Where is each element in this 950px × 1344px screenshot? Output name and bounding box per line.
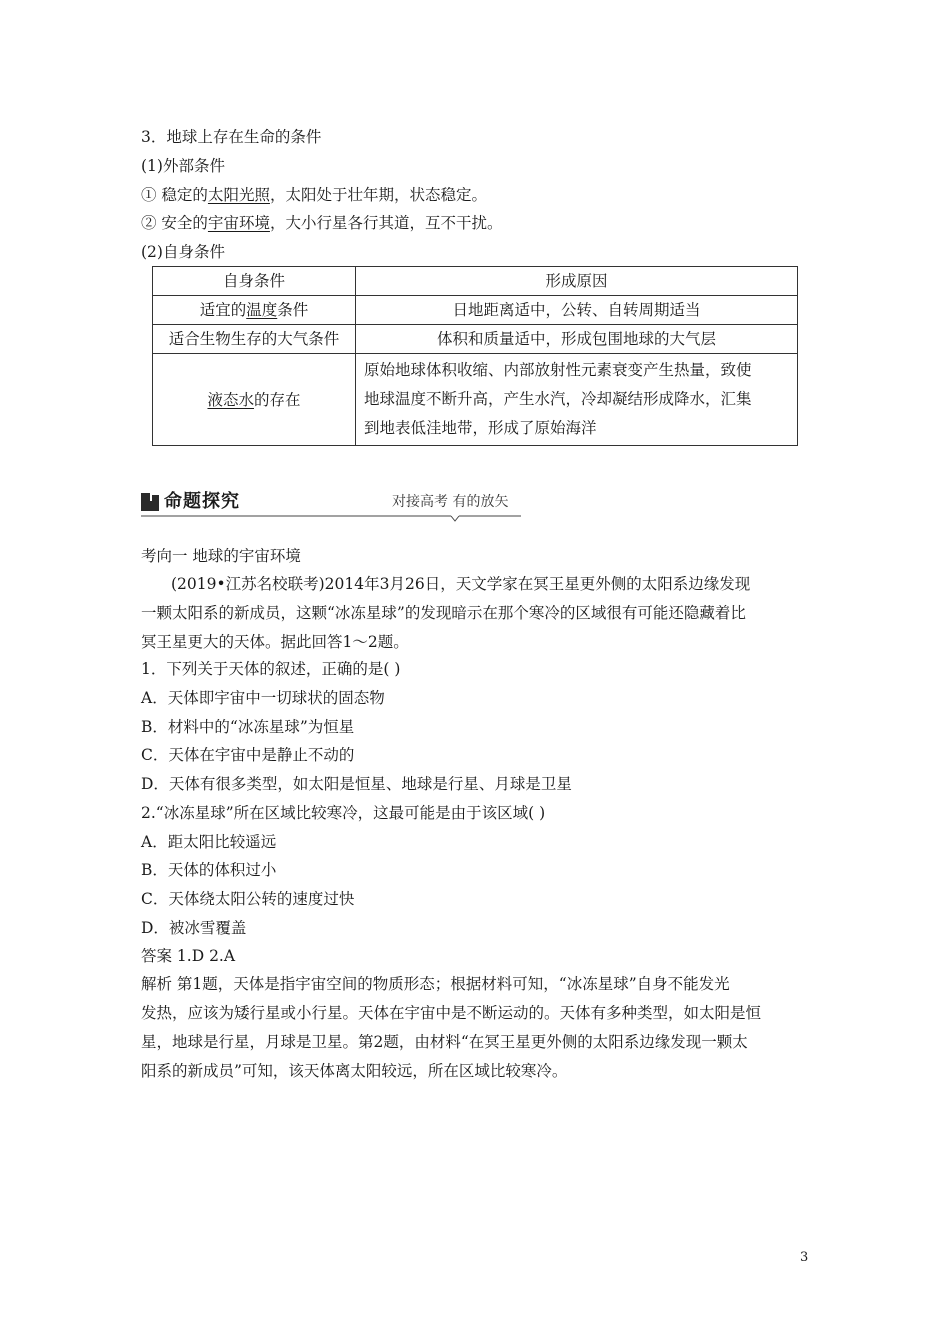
table-row [153, 296, 798, 325]
page-number: 3 [800, 1250, 809, 1265]
q1-option-b: B．材料中的“冰冻星球”为恒星 [141, 718, 355, 736]
q2-option-a: A．距太阳比较遥远 [141, 833, 277, 851]
material-line: 冥王星更大的天体。据此回答1～2题。 [141, 633, 409, 651]
table-cell [356, 354, 798, 446]
heading-life-conditions: 3．地球上存在生命的条件 [141, 128, 322, 146]
analysis-line: 星，地球是行星，月球是卫星。第2题，由材料“在冥王星更外侧的太阳系边缘发现一颗太 [141, 1033, 748, 1051]
analysis-paragraph [141, 970, 813, 1086]
section-square-icon [141, 493, 159, 511]
analysis-line: 发热，应该为矮行星或小行星。天体在宇宙中是不断运动的。天体有多种类型，如太阳是恒 [141, 1004, 762, 1022]
text: ，太阳处于壮年期，状态稳定。 [269, 186, 487, 204]
reason-line: 原始地球体积收缩、内部放射性元素衰变产生热量，致使 [364, 361, 752, 379]
q1-option-a: A．天体即宇宙中一切球状的固态物 [141, 689, 385, 707]
section-subtitle: 对接高考 有的放矢 [392, 494, 509, 510]
question-2: 2.“冰冻星球”所在区域比较寒冷，这最可能是由于该区域( ) [141, 804, 546, 822]
section-title: 命题探究 [164, 491, 240, 512]
internal-conditions-label: (2)自身条件 [141, 243, 225, 261]
table-cell [153, 296, 356, 325]
reason-line: 到地表低洼地带，形成了原始海洋 [364, 419, 597, 437]
text: ② 安全的 [141, 214, 208, 232]
q2-option-d: D．被冰雪覆盖 [141, 919, 247, 937]
text: 的存在 [254, 390, 301, 409]
q2-option-c: C．天体绕太阳公转的速度过快 [141, 890, 355, 908]
table-header-row [153, 267, 798, 296]
analysis-line: 解析 第1题，天体是指宇宙空间的物质形态；根据材料可知，“冰冻星球”自身不能发光 [141, 975, 730, 993]
text: 适宜的 [199, 301, 247, 319]
q1-option-c: C．天体在宇宙中是静止不动的 [141, 746, 355, 764]
text: ① 稳定的 [141, 186, 208, 204]
underlined-term: 太阳光照 [207, 186, 270, 204]
table-row [153, 325, 798, 354]
underlined-term: 液态水 [207, 390, 254, 409]
material-line: 一颗太阳系的新成员，这颗“冰冻星球”的发现暗示在那个寒冷的区域很有可能还隐藏着比 [141, 604, 746, 622]
table-header-cell: 自身条件 [153, 267, 356, 296]
external-conditions-label: (1)外部条件 [141, 157, 225, 175]
q1-option-d: D．天体有很多类型，如太阳是恒星、地球是行星、月球是卫星 [141, 775, 572, 793]
material-line: (2019•江苏名校联考)2014年3月26日，天文学家在冥王星更外侧的太阳系边缘发现 [171, 575, 751, 593]
table-cell: 日地距离适中，公转、自转周期适当 [356, 296, 798, 325]
external-condition-1 [141, 185, 487, 205]
question-1: 1．下列关于天体的叙述，正确的是( ) [141, 660, 401, 678]
external-condition-2 [141, 213, 502, 233]
text: ，大小行星各行其道，互不干扰。 [269, 214, 503, 232]
analysis-line: 阳系的新成员”可知，该天体离太阳较远，所在区域比较寒冷。 [141, 1062, 568, 1080]
answer-line: 答案 1.D 2.A [141, 947, 236, 965]
exam-direction: 考向一 地球的宇宙环境 [141, 547, 301, 565]
table-header-cell: 形成原因 [356, 267, 798, 296]
section-header [141, 490, 521, 522]
table-cell: 适合生物生存的大气条件 [153, 325, 356, 354]
conditions-table [152, 266, 798, 446]
table-cell [153, 354, 356, 446]
underlined-term: 宇宙环境 [207, 214, 270, 232]
reason-line: 地球温度不断升高，产生水汽，冷却凝结形成降水，汇集 [364, 390, 752, 408]
q2-option-b: B．天体的体积过小 [141, 861, 277, 879]
material-paragraph [141, 570, 813, 657]
text: 条件 [277, 301, 309, 319]
underlined-term: 温度 [246, 301, 278, 319]
table-row [153, 354, 798, 446]
section-rule [141, 514, 521, 522]
table-cell: 体积和质量适中，形成包围地球的大气层 [356, 325, 798, 354]
